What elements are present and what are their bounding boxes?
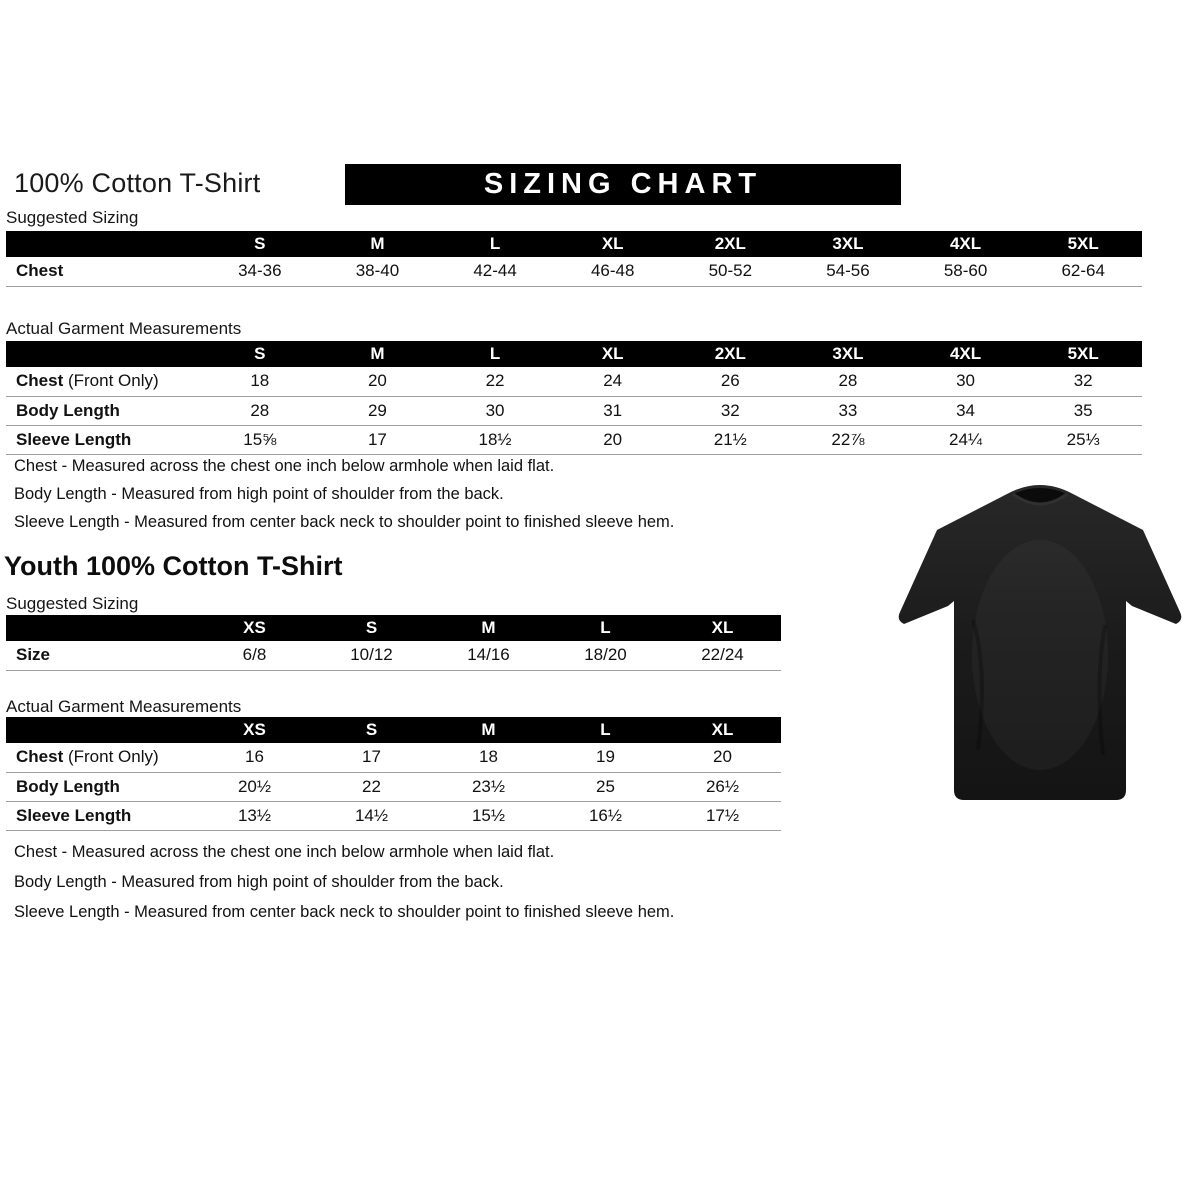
measurement-row — [6, 772, 781, 801]
measurement-value: 6/8 — [196, 641, 313, 670]
size-column-header: S — [201, 341, 319, 367]
note-line: Chest - Measured across the chest one inch below armhole when laid flat. — [14, 457, 555, 475]
measurement-value: 30 — [907, 367, 1025, 396]
size-column-header: 2XL — [672, 231, 790, 257]
size-column-header: XS — [196, 717, 313, 743]
row-label-text: Body Length — [16, 776, 120, 796]
size-column-header: XL — [664, 717, 781, 743]
header-row — [6, 231, 1142, 257]
header-spacer-cell — [6, 231, 201, 257]
size-column-header: XS — [196, 615, 313, 641]
size-column-header: 3XL — [789, 341, 907, 367]
row-label-text: Sleeve Length — [16, 805, 132, 825]
measurement-value: 42-44 — [436, 257, 554, 286]
size-column-header: S — [201, 231, 319, 257]
measurement-value: 28 — [201, 396, 319, 425]
size-column-header: M — [319, 231, 437, 257]
note-line: Body Length - Measured from high point of shoulder from the back. — [14, 485, 504, 503]
measurement-value: 30 — [436, 396, 554, 425]
measurement-value: 23½ — [430, 772, 547, 801]
measurement-value: 17½ — [664, 801, 781, 830]
measurement-value: 24¼ — [907, 425, 1025, 454]
note-line: Sleeve Length - Measured from center back neck to shoulder point to finished sleeve hem. — [14, 903, 675, 921]
header-row — [6, 615, 781, 641]
row-label-note: (Front Only) — [63, 371, 159, 391]
size-column-header: 5XL — [1024, 341, 1142, 367]
measurement-value: 21½ — [672, 425, 790, 454]
row-label-cell — [6, 425, 201, 454]
measurement-value: 25 — [547, 772, 664, 801]
row-label-text: Body Length — [16, 400, 120, 420]
note-line: Body Length - Measured from high point of shoulder from the back. — [14, 873, 504, 891]
measurement-value: 14/16 — [430, 641, 547, 670]
measurement-value: 16 — [196, 743, 313, 772]
header-row — [6, 341, 1142, 367]
measurement-value: 17 — [319, 425, 437, 454]
header-spacer-cell — [6, 717, 196, 743]
measurement-value: 32 — [1024, 367, 1142, 396]
measurement-value: 26½ — [664, 772, 781, 801]
header-spacer-cell — [6, 341, 201, 367]
size-column-header: M — [319, 341, 437, 367]
measurement-row — [6, 641, 781, 670]
measurement-value: 16½ — [547, 801, 664, 830]
measurement-value: 34-36 — [201, 257, 319, 286]
header-spacer-cell — [6, 615, 196, 641]
measurement-value: 25⅓ — [1024, 425, 1142, 454]
measurement-value: 29 — [319, 396, 437, 425]
size-column-header: XL — [554, 231, 672, 257]
measurement-value: 15½ — [430, 801, 547, 830]
youth-measurement-notes — [14, 843, 674, 933]
size-column-header: M — [430, 717, 547, 743]
size-column-header: L — [547, 717, 664, 743]
measurement-value: 26 — [672, 367, 790, 396]
row-label-cell — [6, 743, 196, 772]
measurement-value: 20 — [319, 367, 437, 396]
size-column-header: L — [547, 615, 664, 641]
adult-suggested-sizing-table — [6, 231, 1142, 287]
row-label-text: Size — [16, 645, 51, 665]
note-line: Chest - Measured across the chest one inch below armhole when laid flat. — [14, 843, 555, 861]
measurement-value: 18/20 — [547, 641, 664, 670]
sizing-chart-banner: SIZING CHART — [345, 164, 901, 205]
row-label-cell — [6, 641, 196, 670]
note-line: Sleeve Length - Measured from center back neck to shoulder point to finished sleeve hem. — [14, 513, 675, 531]
row-label-cell — [6, 367, 201, 396]
header-row — [6, 717, 781, 743]
row-label-text: Sleeve Length — [16, 429, 132, 449]
black-tshirt-image — [893, 470, 1187, 815]
measurement-value: 22⅞ — [789, 425, 907, 454]
youth-section-title: Youth 100% Cotton T-Shirt — [4, 551, 343, 581]
measurement-value: 19 — [547, 743, 664, 772]
tshirt-graphic — [893, 470, 1187, 815]
row-label-cell — [6, 257, 201, 286]
measurement-value: 24 — [554, 367, 672, 396]
size-column-header: 3XL — [789, 231, 907, 257]
measurement-row — [6, 396, 1142, 425]
measurement-row — [6, 801, 781, 830]
measurement-value: 22/24 — [664, 641, 781, 670]
row-label-note: (Front Only) — [63, 747, 159, 767]
measurement-value: 58-60 — [907, 257, 1025, 286]
measurement-value: 22 — [436, 367, 554, 396]
size-column-header: 5XL — [1024, 231, 1142, 257]
measurement-value: 38-40 — [319, 257, 437, 286]
row-label-text: Chest — [16, 747, 64, 767]
size-column-header: 4XL — [907, 231, 1025, 257]
adult-suggested-heading: Suggested Sizing — [6, 208, 139, 227]
measurement-value: 32 — [672, 396, 790, 425]
size-column-header: 2XL — [672, 341, 790, 367]
measurement-value: 50-52 — [672, 257, 790, 286]
size-column-header: S — [313, 717, 430, 743]
row-label-cell — [6, 772, 196, 801]
youth-suggested-sizing-table — [6, 615, 781, 671]
adult-actual-measurements-table — [6, 341, 1142, 455]
measurement-value: 62-64 — [1024, 257, 1142, 286]
adult-actual-heading: Actual Garment Measurements — [6, 319, 242, 338]
measurement-value: 20 — [664, 743, 781, 772]
measurement-row — [6, 425, 1142, 454]
measurement-value: 13½ — [196, 801, 313, 830]
size-column-header: M — [430, 615, 547, 641]
measurement-value: 17 — [313, 743, 430, 772]
measurement-value: 18 — [201, 367, 319, 396]
measurement-value: 18 — [430, 743, 547, 772]
youth-suggested-heading: Suggested Sizing — [6, 594, 139, 613]
measurement-value: 34 — [907, 396, 1025, 425]
youth-actual-heading: Actual Garment Measurements — [6, 697, 242, 716]
measurement-value: 20½ — [196, 772, 313, 801]
size-column-header: 4XL — [907, 341, 1025, 367]
measurement-value: 31 — [554, 396, 672, 425]
adult-section-title: 100% Cotton T-Shirt — [14, 168, 261, 198]
size-column-header: L — [436, 231, 554, 257]
measurement-value: 35 — [1024, 396, 1142, 425]
measurement-row — [6, 743, 781, 772]
measurement-value: 18½ — [436, 425, 554, 454]
measurement-value: 54-56 — [789, 257, 907, 286]
measurement-row — [6, 367, 1142, 396]
size-column-header: XL — [664, 615, 781, 641]
size-column-header: XL — [554, 341, 672, 367]
measurement-row — [6, 257, 1142, 286]
measurement-value: 10/12 — [313, 641, 430, 670]
measurement-value: 20 — [554, 425, 672, 454]
measurement-value: 15⅝ — [201, 425, 319, 454]
adult-measurement-notes — [14, 457, 674, 541]
measurement-value: 33 — [789, 396, 907, 425]
row-label-text: Chest — [16, 261, 64, 281]
youth-actual-measurements-table — [6, 717, 781, 831]
size-column-header: S — [313, 615, 430, 641]
size-column-header: L — [436, 341, 554, 367]
measurement-value: 46-48 — [554, 257, 672, 286]
measurement-value: 14½ — [313, 801, 430, 830]
row-label-cell — [6, 396, 201, 425]
row-label-text: Chest — [16, 371, 64, 391]
row-label-cell — [6, 801, 196, 830]
measurement-value: 22 — [313, 772, 430, 801]
measurement-value: 28 — [789, 367, 907, 396]
